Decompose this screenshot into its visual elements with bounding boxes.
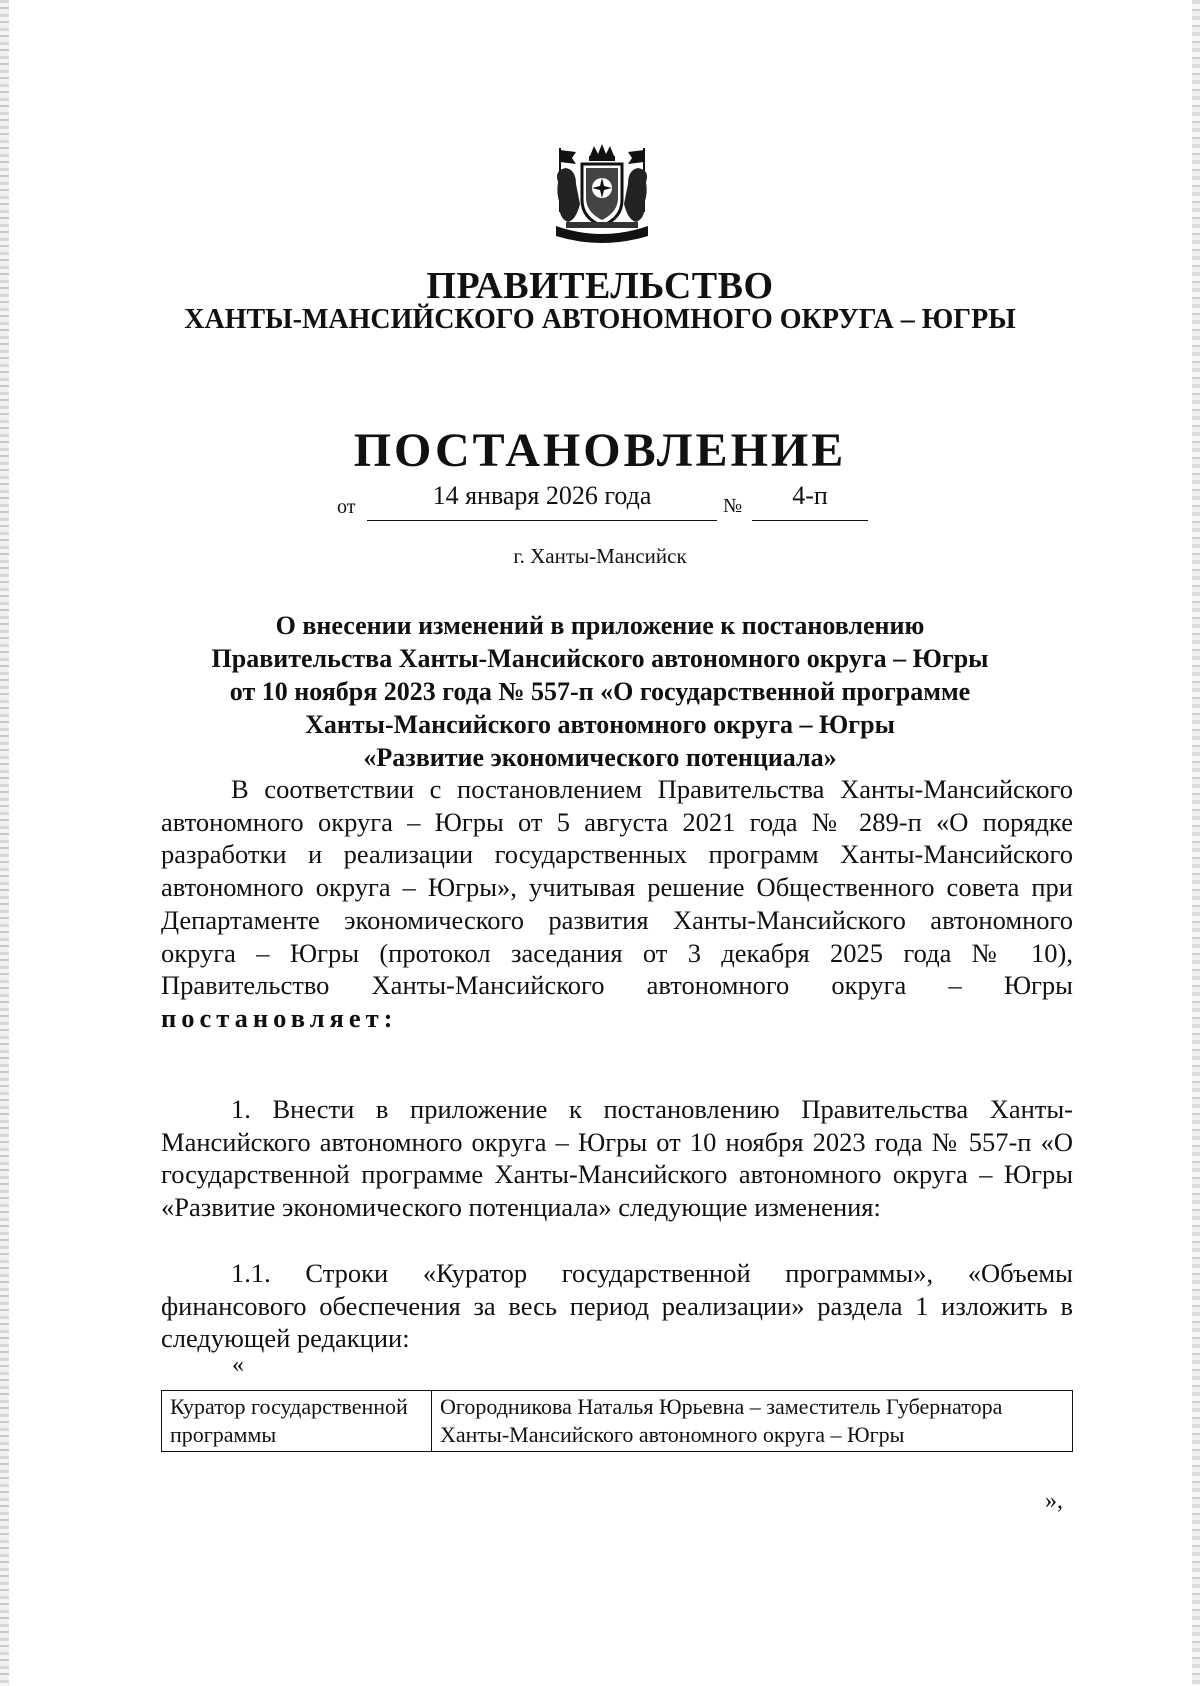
document-type: ПОСТАНОВЛЕНИЕ <box>353 424 847 477</box>
open-quote: « <box>232 1352 244 1378</box>
resolves-word: постановляет: <box>161 1002 398 1033</box>
table-row <box>162 1391 1073 1452</box>
region-title: ХАНТЫ-МАНСИЙСКОГО АВТОНОМНОГО ОКРУГА – ЮГРЫ <box>184 304 1016 335</box>
city: г. Ханты-Мансийск <box>513 544 687 568</box>
table-cell-label: Куратор государственной программы <box>162 1391 432 1452</box>
decree-number: 4-п <box>792 481 828 510</box>
subject-line: О внесении изменений в приложение к постановлению <box>275 611 925 640</box>
subject-line: Правительства Ханты-Мансийского автономного округа – Югры <box>211 644 989 673</box>
subject-line: «Развитие экономического потенциала» <box>363 743 837 772</box>
number-prefix: № <box>723 495 743 517</box>
table-cell-value: Огородникова Наталья Юрьевна – заместитель Губернатора Ханты-Мансийского автономного округа – Югры <box>432 1391 1073 1452</box>
clause-1-paragraph: 1. Внести в приложение к постановлению Правительства Ханты-Мансийского автономного округа – Югры от 10 ноября 2023 года № 557-п «О государственной программе Ханты-Мансийского автономного округа – Югры «Развитие экономического потенциала» следующие изменения: <box>161 1094 1073 1223</box>
decree-subject <box>150 609 1050 774</box>
program-table <box>161 1390 1073 1452</box>
coat-of-arms-icon <box>546 142 658 246</box>
government-title: ПРАВИТЕЛЬСТВО <box>426 265 774 307</box>
preamble-paragraph <box>161 773 1073 1035</box>
clause-1-1-paragraph: 1.1. Строки «Куратор государственной программы», «Объемы финансового обеспечения за весь период реализации» раздела 1 изложить в следующей редакции: <box>161 1258 1073 1354</box>
date-prefix: от <box>337 496 356 518</box>
date-underline <box>367 520 717 521</box>
subject-line: от 10 ноября 2023 года № 557-п «О государственной программе <box>229 677 971 706</box>
scan-edge-left <box>0 0 9 1686</box>
number-underline <box>752 520 868 521</box>
preamble-text: В соответствии с постановлением Правительства Ханты-Мансийского автономного округа – Югры от 5 августа 2021 года № 289-п «О порядке разработки и реализации государственных программ Ханты-Мансийского автономного округа – Югры», учитывая решение Общественного совета при Департаменте экономического развития Ханты-Мансийского автономного округа – Югры (протокол заседания от 3 декабря 2025 года № 10), Правительство Ханты-Мансийского автономного округа – Югры <box>161 774 1073 1001</box>
subject-line: Ханты-Мансийского автономного округа – Югры <box>305 710 895 739</box>
close-quote: », <box>1045 1488 1063 1514</box>
decree-date: 14 января 2026 года <box>432 481 652 510</box>
scan-edge-right <box>1192 0 1200 1686</box>
